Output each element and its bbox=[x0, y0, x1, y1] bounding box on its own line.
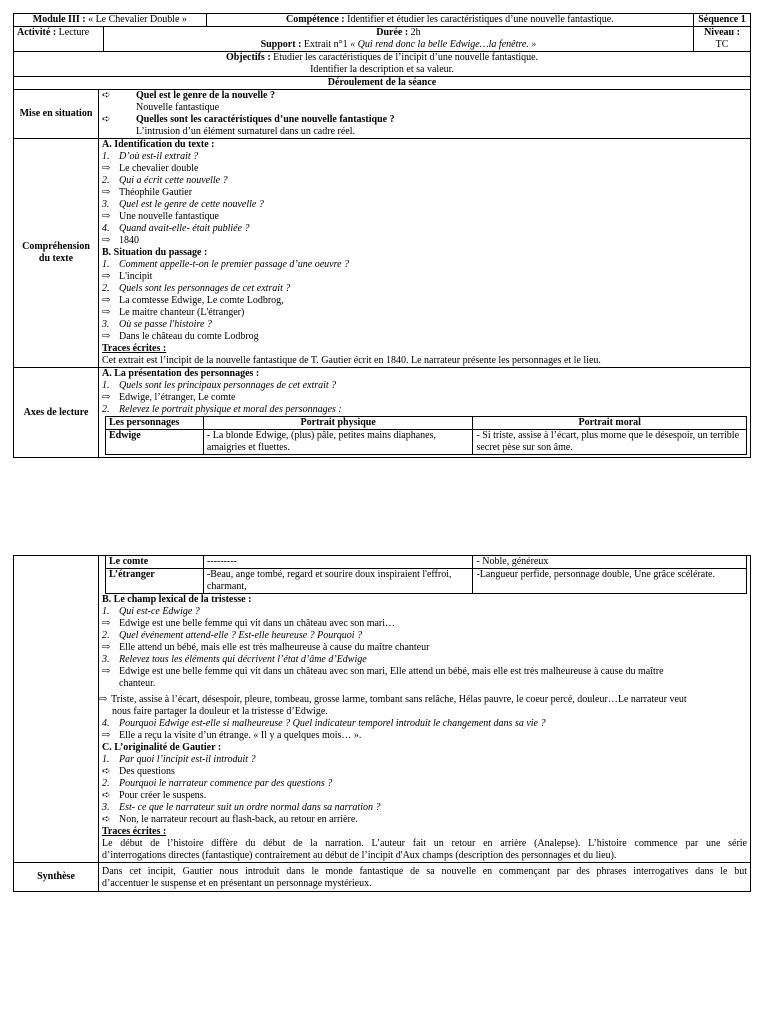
competence-cell: Compétence : Identifier et étudier les caractéristiques d’une nouvelle fantastique. bbox=[206, 14, 693, 27]
outline-arrow-icon: ⇨ bbox=[102, 618, 111, 629]
outline-arrow-icon: ⇨ bbox=[102, 163, 111, 174]
bold-arrow-icon: ➪ bbox=[102, 114, 111, 125]
comprehension-content: A. Identification du texte : 1. D’où est-il extrait ? ⇨ Le chevalier double 2. Qui a écrit cette nouvelle ? ⇨ Théophile Gautier 3. Quel est le genre de cette nouvelle ? ⇨ Une nouvelle fantastique 4. Quand avait-elle- était publiée ? ⇨ 1840 B. Situation du passage : 1. Comment appelle-t-on le premier passage d’une oeuvre ? ⇨ L'incipit 2. Quels sont les personnages de cet extrait ? ⇨ La comtesse Edwige, Le comte Lodbrog, ⇨ Le maitre chanteur (L'étranger) 3. Où se passe l'histoire ? ⇨ Dans le château du comte Lodbrog Traces écrites : Cet extrait est l’incipit de la nouvelle fantastique de T. Gautier écrit en 1840. Le narrateur présente les personnages et le lieu. bbox=[99, 139, 751, 368]
outline-arrow-icon: ⇨ bbox=[102, 295, 111, 306]
outline-arrow-icon: ⇨ bbox=[102, 307, 111, 318]
portraits-table-continued bbox=[105, 555, 747, 594]
sequence-cell: Séquence 1 bbox=[693, 14, 750, 27]
niveau-cell: Niveau : TC bbox=[693, 27, 750, 52]
outline-arrow-icon: ⇨ bbox=[102, 235, 111, 246]
outline-arrow-icon: ⇨ bbox=[102, 211, 111, 222]
traces-ecrites-heading: Traces écrites : bbox=[102, 826, 167, 837]
module-cell: Module III : « Le Chevalier Double » bbox=[14, 14, 207, 27]
session-table bbox=[13, 89, 751, 458]
col-header: Portrait moral bbox=[473, 417, 747, 430]
page-1-lesson-table bbox=[13, 13, 751, 458]
table-row: L’étranger -Beau, ange tombé, regard et sourire doux inspiraient l'effroi, charmant, -Langueur perfide, personnage double, Une grâce scélérate. bbox=[106, 569, 747, 594]
axes-content-continued: Le comte --------- - Noble, généreux L’étranger -Beau, ange tombé, regard et sourire doux inspiraient l'effroi, charmant, -Langueur perfide, personnage double, Une grâce scélérate. B. Le champ lexical de la tristesse : 1. Qui est-ce Edwige ? ⇨ Edwige est une belle femme qui vit dans un château avec son mari… 2. Quel événement attend-elle ? Est-elle heureuse ? Pourquoi ? ⇨ Elle attend un bébé, mais elle est très malheureuse à cause du maître chanteur 3. Relevez tous les éléments qui décrivent l’état d’âme d’Edwige ⇨ Edwige est une belle femme qui vit dans un château avec son mari, Elle attend un bébé, mais elle est très malheureuse à cause du maître chanteur. ⇨ Triste, assise à l’écart, désespoir, pleure, tombeau, grosse larme, tombant sans relâche, Hélas pauvre, le coeur percé, douleur…Le narrateur veut nous faire partager la douleur et la tristesse d’Edwige. 4. Pourquoi Edwige est-elle si malheureuse ? Quel indicateur temporel introduit le changement dans sa vie ? ⇨ Elle a reçu la visite d’un étrange. « Il y a quelques mois… ». C. L’originalité de Gautier : 1. Par quoi l’incipit est-il introduit ? ➪ Des questions 2. Pourquoi le narrateur commence par des questions ? ➪ Pour créer le suspens. 3. Est- ce que le narrateur suit un ordre normal dans sa narration ? ➪ Non, le narrateur recourt au flash-back, au retour en arrière. Traces écrites : Le début de l’histoire diffère du début de la narration. L’auteur fait un retour en arrière (Analepse). L’histoire commence par une série d’interrogations directes (fantastique) contrairement au début de l’incipit d'Aux champs (description des personnages et du lieu). bbox=[99, 556, 751, 863]
synthese-label: Synthèse bbox=[14, 863, 99, 892]
portraits-table bbox=[105, 416, 747, 455]
traces-ecrites-text: Le début de l’histoire diffère du début de la narration. L’auteur fait un retour en arrière (Analepse). L’histoire commence par une série bbox=[102, 838, 747, 849]
session-table-continued bbox=[13, 555, 751, 892]
table-row: Le comte --------- - Noble, généreux bbox=[106, 556, 747, 569]
bold-arrow-icon: ➪ bbox=[102, 790, 111, 801]
page-2-lesson-table bbox=[13, 555, 751, 892]
outline-arrow-icon: ⇨ bbox=[102, 331, 111, 342]
col-header: Les personnages bbox=[106, 417, 204, 430]
axes-de-lecture-label: Axes de lecture bbox=[14, 368, 99, 458]
outline-arrow-icon: ⇨ bbox=[102, 666, 111, 677]
comprehension-label: Compréhension du texte bbox=[14, 139, 99, 368]
objectifs-cell: Objectifs : Etudier les caractéristiques de l’incipit d’une nouvelle fantastique. Identifier la description et sa valeur. bbox=[14, 52, 751, 77]
deroulement-heading: Déroulement de la séance bbox=[14, 77, 751, 90]
header-table bbox=[13, 13, 751, 90]
outline-arrow-icon: ⇨ bbox=[102, 642, 111, 653]
outline-arrow-icon: ⇨ bbox=[102, 730, 111, 741]
mise-en-situation-label: Mise en situation bbox=[14, 90, 99, 139]
traces-ecrites-heading: Traces écrites : bbox=[102, 343, 167, 354]
table-row: Edwige - La blonde Edwige, (plus) pâle, petites mains diaphanes, amaigries et fluettes. - Si triste, assise à l’écart, plus morne que le désespoir, un terrible secret pèse sur son âme. bbox=[106, 430, 747, 455]
activite-cell: Activité : Lecture bbox=[14, 27, 104, 52]
col-header: Portrait physique bbox=[203, 417, 473, 430]
mise-en-situation-content: ➪ Quel est le genre de la nouvelle ? Nouvelle fantastique ➪ Quelles sont les caractéristiques d’une nouvelle fantastique ? L’intrusion d’un élément surnaturel dans un cadre réel. bbox=[99, 90, 751, 139]
outline-arrow-icon: ⇨ bbox=[102, 271, 111, 282]
axes-content: A. La présentation des personnages : 1. Quels sont les principaux personnages de cet extrait ? ⇨ Edwige, l’étranger, Le comte 2. Relevez le portrait physique et moral des personnages : Les personnages Portrait physique Portrait moral Edwige - La blonde Edwige, (plus) pâle, petites mains diaphanes, amaigries et fluettes. - Si triste, assise à l’écart, plus morne que le désespoir, un terrible secret pèse sur son âme. bbox=[99, 368, 751, 458]
outline-arrow-icon: ⇨ bbox=[99, 694, 108, 705]
bold-arrow-icon: ➪ bbox=[102, 766, 111, 777]
bold-arrow-icon: ➪ bbox=[102, 814, 111, 825]
bold-arrow-icon: ➪ bbox=[102, 90, 111, 101]
synthese-content: Dans cet incipit, Gautier nous introduit dans le monde fantastique de sa nouvelle en commençant par des phrases interrogatives dans le but d’accentuer le suspense et en présentant un personnage mystérieux. bbox=[99, 863, 751, 892]
outline-arrow-icon: ⇨ bbox=[102, 187, 111, 198]
traces-ecrites-text: Cet extrait est l’incipit de la nouvelle fantastique de T. Gautier écrit en 1840. Le narrateur présente les personnages et le lieu. bbox=[102, 355, 601, 366]
axes-label-continued bbox=[14, 556, 99, 863]
duree-support-cell: Durée : 2h Support : Extrait n°1 « Qui rend donc la belle Edwige…la fenêtre. » bbox=[103, 27, 693, 52]
outline-arrow-icon: ⇨ bbox=[102, 392, 111, 403]
